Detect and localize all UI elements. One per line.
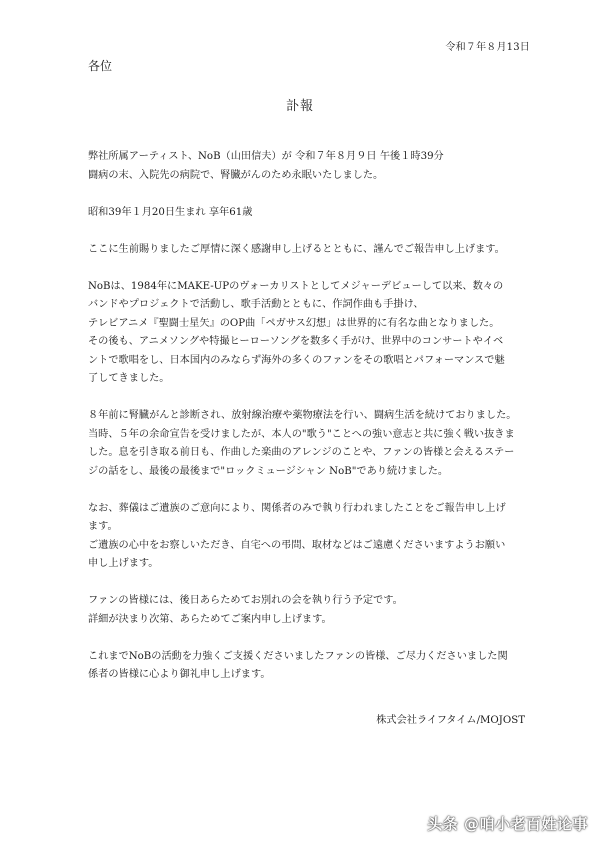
paragraph	[88, 241, 528, 260]
paragraph-line: ここに生前賜りましたご厚情に深く感謝申し上げるとともに、謹んでご報告申し上げます。	[88, 243, 505, 255]
document-date: 令和７年８月13日	[445, 42, 530, 53]
paragraph-line: ントで歌唱をし、日本国内のみならず海外の多くのファンをその歌唱とパフォーマンスで魅	[88, 354, 505, 366]
document-title: 訃報	[285, 99, 314, 114]
paragraph	[88, 278, 528, 389]
paragraph-line: 闘病の末、入院先の病院で、腎臓がんのため永眠いたしました。	[88, 169, 384, 181]
paragraph-line: 当時、５年の余命宣告を受けましたが、本人の"歌う"ことへの強い意志と共に強く戦い抜きま	[88, 428, 515, 440]
paragraph-line: テレビアニメ『聖闘士星矢』のOP曲「ペガサス幻想」は世界的に有名な曲となりました。	[88, 317, 500, 329]
paragraph-line: 昭和39年１月20日生まれ 享年61歳	[88, 206, 253, 218]
paragraph-line: ８年前に腎臓がんと診断され、放射線治療や薬物療法を行い、闘病生活を続けておりました。	[88, 410, 517, 421]
paragraph	[88, 592, 528, 629]
paragraph	[88, 500, 528, 574]
paragraph	[88, 148, 528, 185]
paragraph-line: NoBは、1984年にMAKE-UPのヴォーカリストとしてメジャーデビューして以来、数々の	[88, 280, 504, 292]
paragraph-line: これまでNoBの活動を力強くご支援くださいましたファンの皆様、ご尽力くださいました関	[88, 650, 508, 662]
paragraph	[88, 204, 528, 223]
paragraph-line: 係者の皆様に心より御礼申し上げます。	[88, 669, 271, 680]
signature: 株式会社ライフタイム/MOJOST	[376, 715, 525, 726]
paragraph-line: 弊社所属アーティスト、NoB（山田信夫）が 令和７年８月９日 午後１時39分	[88, 151, 444, 162]
paragraph-line: ジの話をし、最後の最後まで"ロックミュージシャン NoB"であり続けました。	[88, 465, 449, 477]
paragraph-line: なお、葬儀はご遺族のご意向により、関係者のみで執り行われましたことをご報告申し上げ	[88, 502, 506, 514]
paragraph-line: ファンの皆様には、後日あらためてお別れの会を執り行う予定です。	[88, 595, 403, 606]
paragraph-line: した。息を引き取る前日も、作曲した楽曲のアレンジのことや、ファンの皆様と会えるステー	[88, 447, 515, 458]
watermark: 头条 @咱小老百姓论事	[427, 815, 588, 833]
paragraph-line: その後も、アニメソングや特撮ヒーローソングを数多く手がけ、世界中のコンサートやイベ	[88, 336, 504, 347]
paragraph-line: ます。	[88, 521, 118, 532]
paragraph	[88, 407, 528, 481]
paragraph	[88, 648, 528, 685]
document-body	[88, 148, 528, 703]
paragraph-line: 申し上げます。	[88, 558, 159, 569]
paragraph-line: 詳細が決まり次第、あらためてご案内申し上げます。	[88, 613, 332, 625]
paragraph-line: 了してきました。	[88, 373, 170, 384]
paragraph-line: バンドやプロジェクトで活動し、歌手活動とともに、作詞作曲も手掛け、	[88, 299, 424, 310]
paragraph-line: ご遺族の心中をお察しいただき、自宅への弔問、取材などはご遠慮くださいますようお願い	[88, 539, 506, 551]
addressee: 各位	[88, 59, 113, 73]
